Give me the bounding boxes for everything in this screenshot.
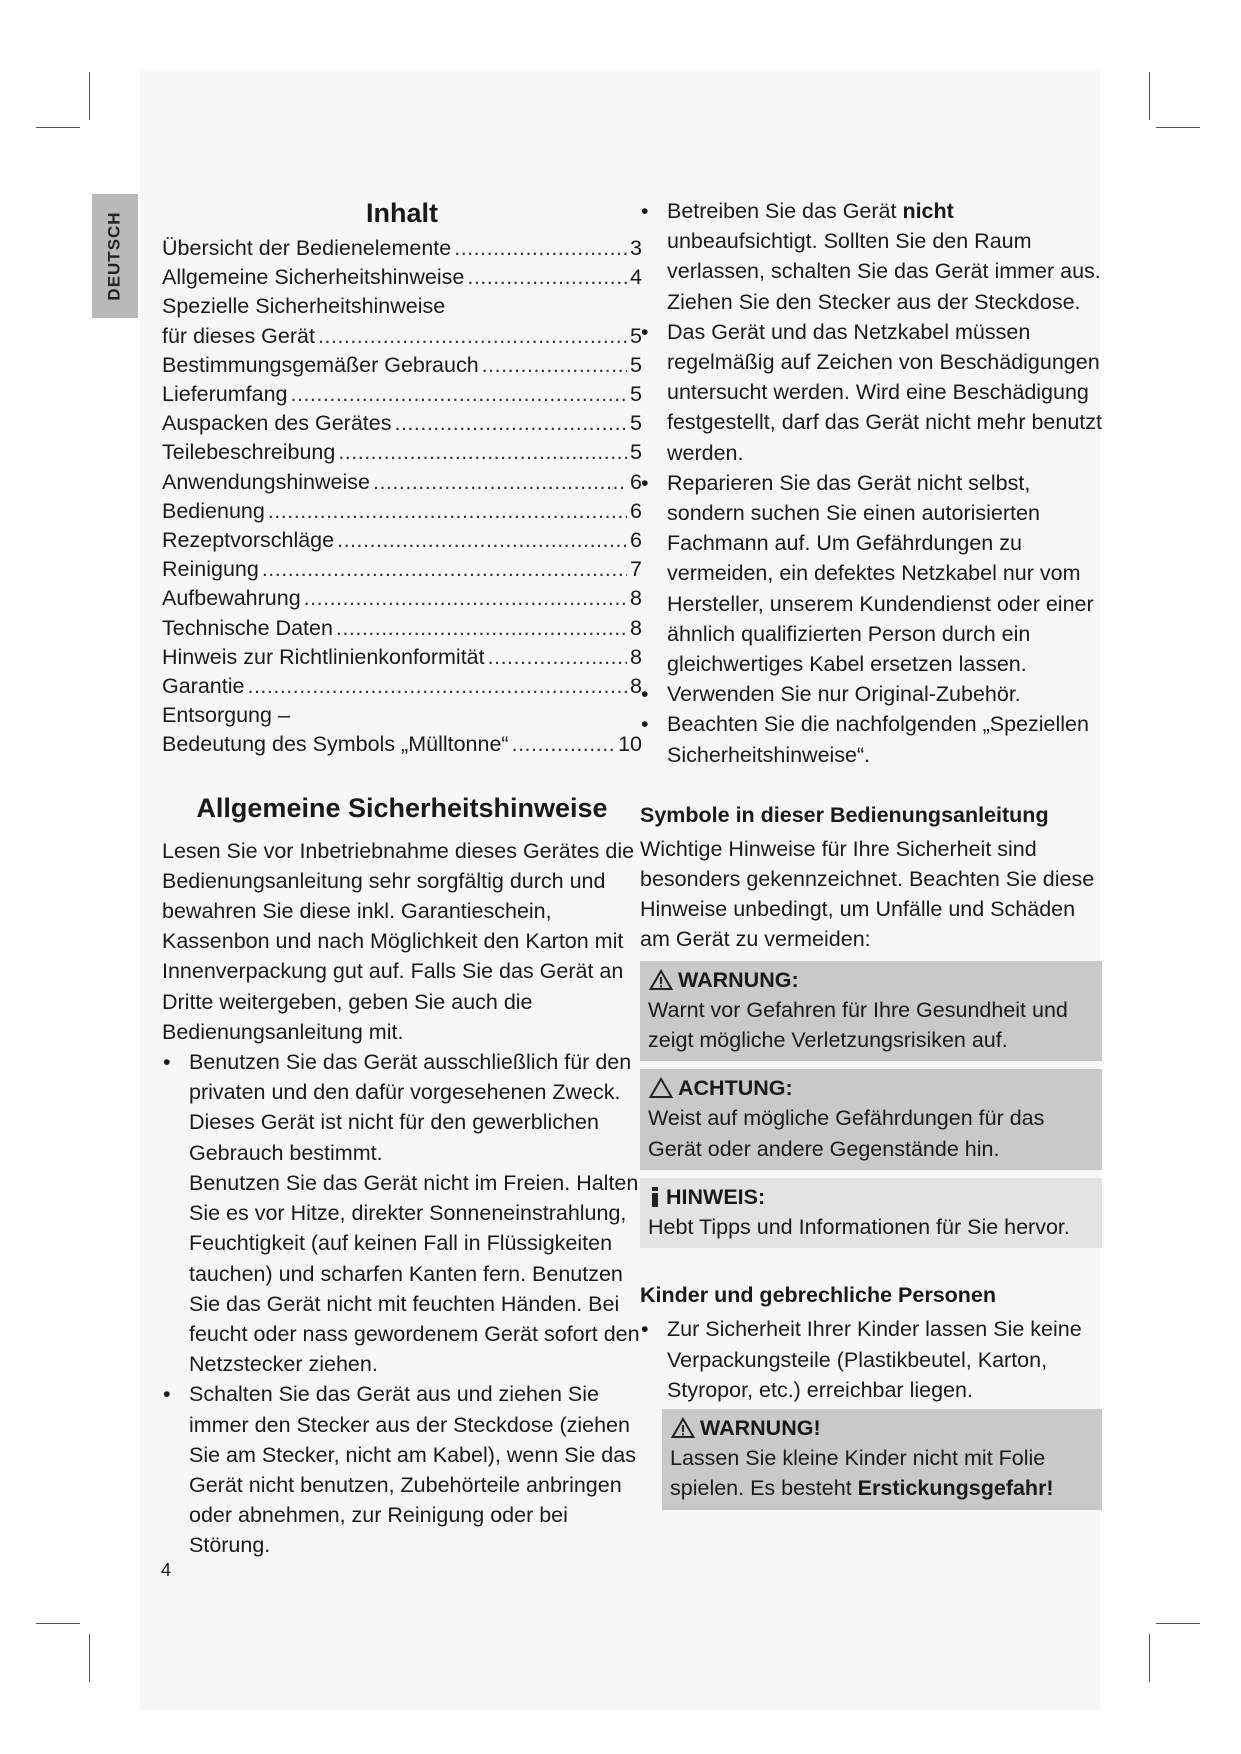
toc-entry-label: Anwendungshinweise	[162, 469, 370, 494]
toc-title: Inhalt	[366, 198, 438, 228]
toc-entry	[162, 438, 642, 467]
toc-entry	[162, 234, 642, 263]
toc-entry-label: Technische Daten	[162, 615, 333, 640]
toc-entry-label: Rezeptvorschläge	[162, 528, 335, 553]
toc-entry-page: 6	[630, 528, 642, 553]
toc-entry	[162, 409, 642, 438]
language-label: DEUTSCH	[105, 211, 125, 301]
list-item	[162, 1379, 642, 1560]
toc-leader-dots	[268, 497, 627, 526]
toc-entry	[162, 643, 642, 672]
right-column	[640, 196, 1102, 1518]
list-item	[640, 468, 1102, 679]
bullet-text: Reparieren Sie das Gerät nicht selbst, sondern suchen Sie einen autorisierten Fachmann auf. Um Gefährdungen zu vermeiden, ein defektes Netzkabel nur vom Hersteller, unserem Kundendienst oder einer ähnlich qualifizierten Person durch ein gleichwertiges Kabel ersetzen lassen.	[667, 470, 1094, 677]
crop-mark	[36, 1623, 80, 1624]
children-warning-title: WARNUNG!	[700, 1415, 821, 1440]
caution-title: ACHTUNG:	[678, 1076, 793, 1101]
toc-entry	[162, 263, 642, 292]
list-item	[640, 709, 1102, 769]
general-safety-intro: Lesen Sie vor Inbetriebnahme dieses Gerätes die Bedienungsanleitung sehr sorgfältig durch und bewahren Sie diese inkl. Garantieschein, Kassenbon und nach Möglichkeit den Karton mit Innenverpackung gut auf. Falls Sie das Gerät an Dritte weitergeben, geben Sie auch die Bedienungsanleitung mit.	[162, 838, 635, 1044]
caution-text: Weist auf mögliche Gefährdungen für das Gerät oder andere Gegenstände hin.	[648, 1106, 1045, 1161]
toc-entry-page: 4	[630, 265, 642, 290]
toc-entry-label: Übersicht der Bedienelemente	[162, 236, 452, 260]
caution-triangle-icon	[648, 1076, 674, 1100]
children-heading: Kinder und gebrechliche Personen	[640, 1283, 997, 1308]
warning-text: Lassen Sie kleine Kinder nicht mit Folie spielen. Es besteht	[670, 1446, 1046, 1501]
toc-leader-dots	[488, 643, 627, 672]
toc-entry	[162, 351, 642, 380]
toc-entry	[162, 584, 642, 613]
crop-mark	[1149, 72, 1150, 120]
toc-entry-label: Garantie	[162, 674, 245, 699]
language-tab	[92, 194, 138, 318]
toc-entry-label: Bedienung	[162, 498, 265, 523]
toc-leader-dots	[337, 526, 627, 555]
toc-entry	[162, 322, 642, 351]
crop-mark	[1149, 1634, 1150, 1682]
toc-entry-page: 5	[630, 440, 642, 465]
children-list	[640, 1314, 1102, 1405]
table-of-contents	[162, 234, 642, 760]
warning-box	[640, 961, 1102, 1062]
toc-leader-dots	[454, 234, 627, 263]
toc-entry-label: Reinigung	[162, 557, 259, 582]
toc-entry-page: 5	[630, 323, 642, 348]
toc-leader-dots	[291, 380, 628, 409]
toc-entry-label: für dieses Gerät	[162, 323, 315, 348]
bullet-text: Das Gerät und das Netzkabel müssen regelmäßig auf Zeichen von Beschädigungen untersucht werden. Wird eine Beschädigung festgestellt, darf das Gerät nicht mehr benutzt werden.	[667, 319, 1102, 465]
toc-entry	[162, 468, 642, 497]
bullet-text: unbeaufsichtigt. Sollten Sie den Raum verlassen, schalten Sie das Gerät immer aus. Ziehen Sie den Stecker aus der Steckdose.	[667, 229, 1101, 314]
crop-mark	[89, 72, 90, 120]
toc-entry	[162, 730, 642, 759]
children-warning-text	[670, 1443, 1094, 1503]
toc-entry-label: Lieferumfang	[162, 382, 288, 407]
toc-leader-dots	[262, 555, 627, 584]
bullet-text: Verwenden Sie nur Original-Zubehör.	[667, 682, 1021, 707]
list-item	[640, 317, 1102, 468]
left-column	[162, 196, 642, 1561]
warning-triangle-icon	[648, 968, 674, 992]
general-safety-list	[162, 1047, 642, 1560]
symbols-heading: Symbole in dieser Bedienungsanleitung	[640, 802, 1049, 827]
list-item	[640, 196, 1102, 317]
list-item	[640, 1314, 1102, 1405]
toc-leader-dots	[373, 468, 627, 497]
toc-entry	[162, 497, 642, 526]
toc-entry	[162, 292, 642, 321]
info-icon	[648, 1185, 662, 1209]
bullet-text: Betreiben Sie das Gerät	[667, 199, 903, 223]
toc-entry-page: 8	[630, 615, 642, 640]
toc-entry-label: Bedeutung des Symbols „Mülltonne“	[162, 732, 509, 757]
toc-entry	[162, 380, 642, 409]
toc-entry-page: 5	[630, 382, 642, 407]
note-text: Hebt Tipps und Informationen für Sie hervor.	[648, 1215, 1070, 1240]
safety-list-continued	[640, 196, 1102, 770]
crop-mark	[1156, 1623, 1200, 1624]
toc-entry-page: 10	[618, 732, 642, 757]
toc-entry-label: Aufbewahrung	[162, 586, 301, 611]
crop-mark	[89, 1634, 90, 1682]
toc-entry-page: 7	[630, 557, 642, 582]
toc-leader-dots	[318, 322, 627, 351]
page-number: 4	[161, 1560, 172, 1580]
toc-entry-label: Auspacken des Gerätes	[162, 411, 392, 436]
toc-leader-dots	[304, 584, 627, 613]
toc-entry-page: 5	[630, 352, 642, 377]
crop-mark	[1156, 127, 1200, 128]
toc-entry-page: 5	[630, 411, 642, 436]
general-safety-heading: Allgemeine Sicherheitshinweise	[196, 792, 608, 823]
toc-entry-label: Bestimmungsgemäßer Gebrauch	[162, 352, 479, 377]
bullet-text: Zur Sicherheit Ihrer Kinder lassen Sie keine Verpackungsteile (Plastikbeutel, Karton, Styropor, etc.) erreichbar liegen.	[667, 1317, 1082, 1402]
warning-emphasis: Erstickungsgefahr!	[857, 1476, 1054, 1501]
bullet-text: Schalten Sie das Gerät aus und ziehen Sie immer den Stecker aus der Steckdose (ziehen Sie am Stecker, nicht am Kabel), wenn Sie das Gerät nicht benutzen, Zubehörteile anbringen oder abnehmen, zur Reinigung oder bei Störung.	[189, 1382, 636, 1558]
toc-leader-dots	[338, 438, 627, 467]
children-warning-box	[662, 1409, 1102, 1510]
toc-entry-label: Teilebeschreibung	[162, 440, 336, 465]
bullet-text: Benutzen Sie das Gerät ausschließlich für den privaten und den dafür vorgesehenen Zweck. Dieses Gerät ist nicht für den gewerblichen Gebrauch bestimmt.	[189, 1050, 632, 1165]
caution-box	[640, 1069, 1102, 1170]
toc-entry-page: 6	[630, 498, 642, 523]
toc-leader-dots	[467, 263, 627, 292]
toc-entry-page: 8	[630, 644, 642, 669]
toc-leader-dots	[336, 614, 627, 643]
list-item	[640, 679, 1102, 709]
toc-entry	[162, 672, 642, 701]
toc-entry-label: Allgemeine Sicherheitshinweise	[162, 265, 465, 290]
bullet-text-continued: Benutzen Sie das Gerät nicht im Freien. Halten Sie es vor Hitze, direkter Sonneneinstrahlung, Feuchtigkeit (auf keinen Fall in Flüssigkeiten tauchen) und scharfen Kanten fern. Benutzen Sie das Gerät nicht mit feuchten Händen. Bei feucht oder nass gewordenem Gerät sofort den Netzstecker ziehen.	[189, 1170, 640, 1377]
toc-entry	[162, 555, 642, 584]
note-title: HINWEIS:	[666, 1184, 766, 1209]
toc-entry	[162, 526, 642, 555]
warning-title: WARNUNG:	[678, 967, 799, 992]
toc-leader-dots	[482, 351, 627, 380]
bullet-text: Beachten Sie die nachfolgenden „Speziellen Sicherheitshinweise“.	[667, 712, 1089, 767]
toc-entry-page: 6	[630, 469, 642, 494]
toc-entry-page: 8	[630, 674, 642, 699]
toc-entry-label: Spezielle Sicherheitshinweise	[162, 294, 446, 319]
toc-entry-label: Entsorgung –	[162, 703, 290, 728]
list-item	[162, 1047, 642, 1379]
toc-entry	[162, 701, 642, 730]
toc-leader-dots	[394, 409, 627, 438]
symbols-intro: Wichtige Hinweise für Ihre Sicherheit sind besonders gekennzeichnet. Beachten Sie diese Hinweise unbedingt, um Unfälle und Schäden am Gerät zu vermeiden:	[640, 836, 1095, 952]
toc-entry	[162, 614, 642, 643]
toc-entry-page: 3	[630, 236, 642, 260]
toc-entry-label: Hinweis zur Richtlinienkonformität	[162, 644, 485, 669]
note-box	[640, 1178, 1102, 1248]
warning-triangle-icon	[670, 1416, 696, 1440]
toc-leader-dots	[512, 730, 615, 759]
toc-entry-page: 8	[630, 586, 642, 611]
warning-text: Warnt vor Gefahren für Ihre Gesundheit und zeigt mögliche Verletzungsrisiken auf.	[648, 997, 1068, 1053]
toc-leader-dots	[247, 672, 627, 701]
crop-mark	[36, 127, 80, 128]
bullet-emphasis: nicht	[902, 199, 954, 223]
